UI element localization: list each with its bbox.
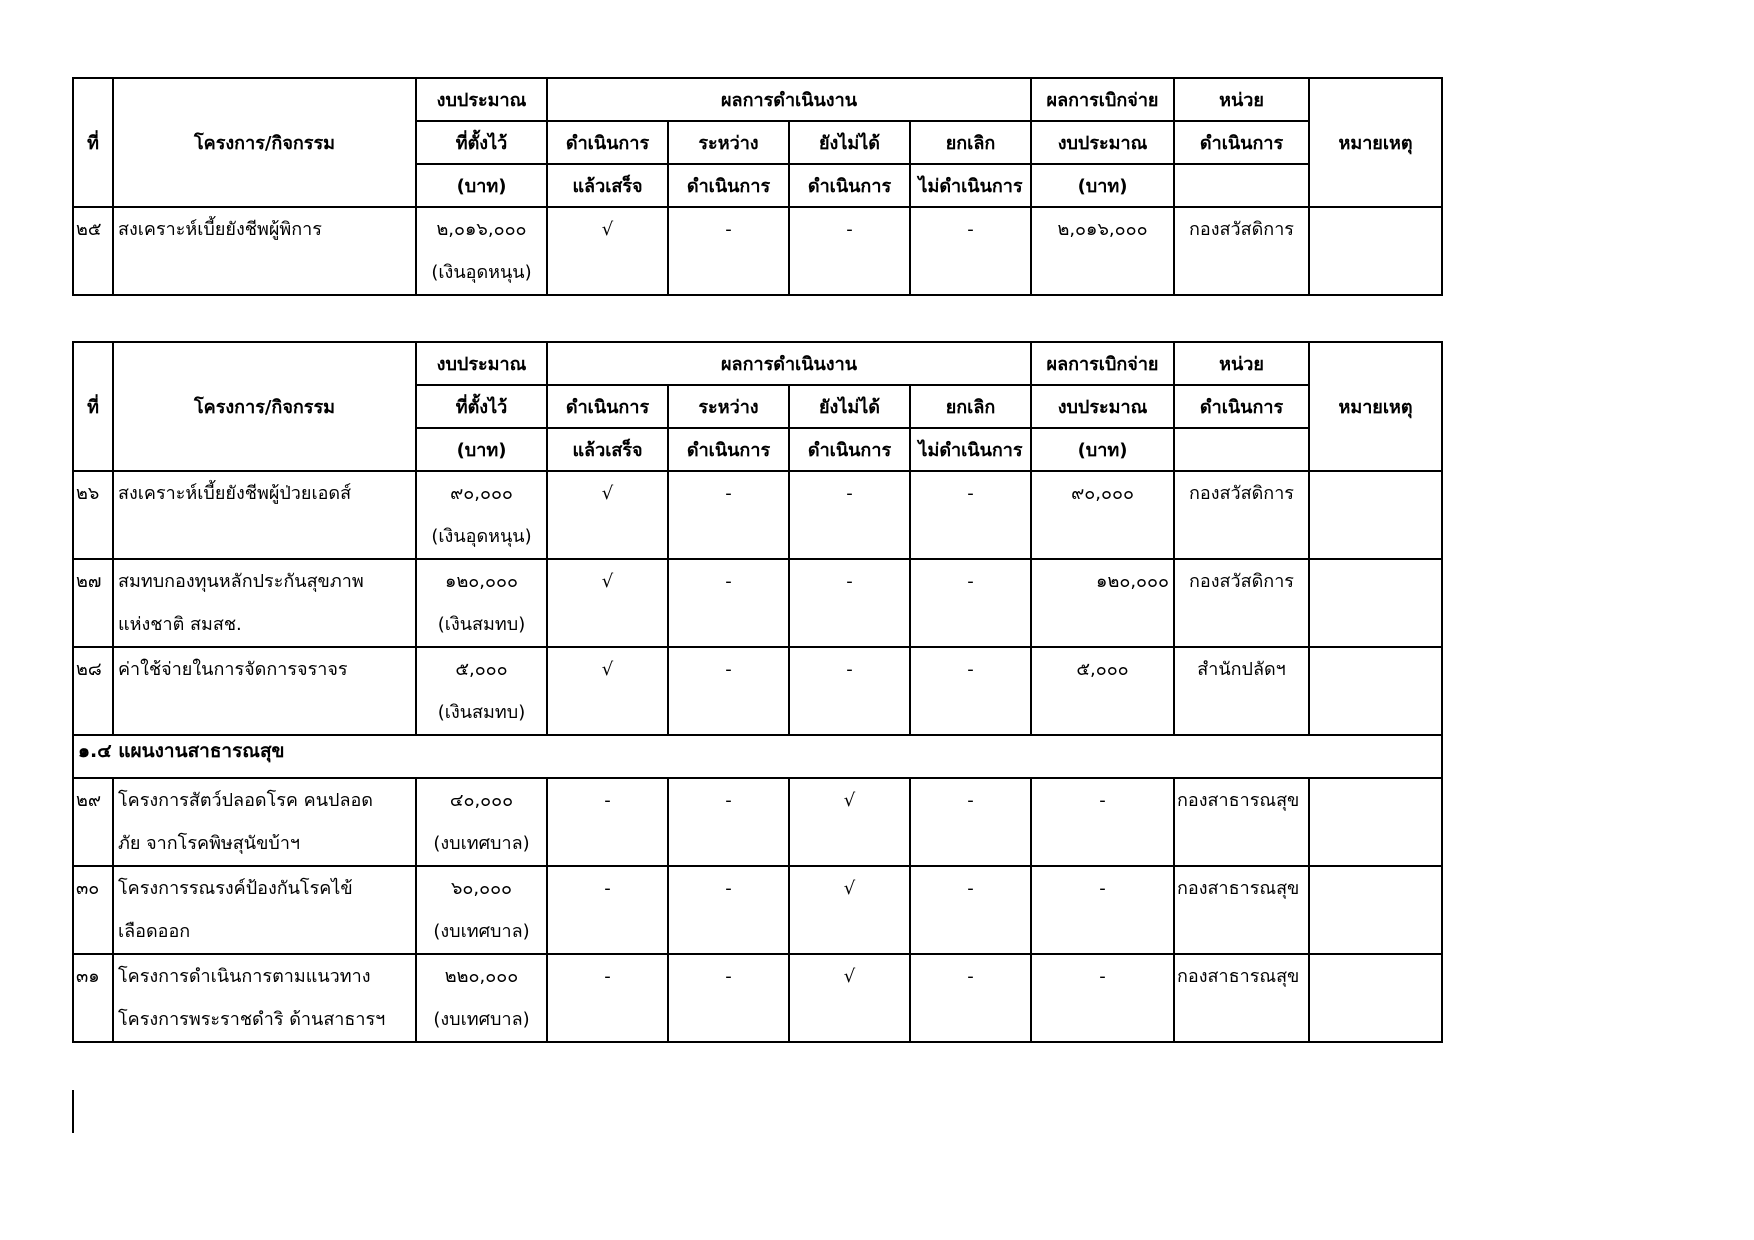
table-row — [73, 954, 1442, 1042]
row-not-started: - — [789, 647, 910, 735]
header-row — [73, 342, 1442, 385]
header-budget-line1: งบประมาณ — [416, 342, 547, 385]
header-results: ผลการดำเนินงาน — [547, 342, 1031, 385]
row-no: ๒๕ — [73, 207, 113, 295]
report-table-1 — [72, 77, 1443, 296]
row-unit: กองสวัสดิการ — [1174, 471, 1309, 559]
table-row — [73, 778, 1442, 866]
row-not-started: - — [789, 471, 910, 559]
row-disbursed: ๒,๐๑๖,๐๐๐ — [1031, 207, 1174, 295]
header-disbursement-line3: (บาท) — [1031, 164, 1174, 207]
header-remark: หมายเหตุ — [1309, 342, 1442, 471]
table-row — [73, 647, 1442, 735]
row-remark — [1309, 778, 1442, 866]
row-remark — [1309, 647, 1442, 735]
header-inprogress-line1: ระหว่าง — [668, 385, 789, 428]
row-disbursed: ๙๐,๐๐๐ — [1031, 471, 1174, 559]
header-row — [73, 78, 1442, 121]
row-remark — [1309, 559, 1442, 647]
row-done: √ — [547, 559, 668, 647]
row-unit: กองสาธารณสุข — [1174, 866, 1309, 954]
row-done: - — [547, 954, 668, 1042]
header-budget-line1: งบประมาณ — [416, 78, 547, 121]
row-not-started: √ — [789, 778, 910, 866]
row-unit: กองสาธารณสุข — [1174, 778, 1309, 866]
row-project: สมทบกองทุนหลักประกันสุขภาพ แห่งชาติ สมสช. — [113, 559, 416, 647]
row-budget: ๑๒๐,๐๐๐ (เงินสมทบ) — [416, 559, 547, 647]
row-remark — [1309, 471, 1442, 559]
row-not-started: √ — [789, 866, 910, 954]
row-not-started: - — [789, 559, 910, 647]
row-disbursed: ๑๒๐,๐๐๐ — [1031, 559, 1174, 647]
header-disbursement-line2: งบประมาณ — [1031, 385, 1174, 428]
row-budget: ๖๐,๐๐๐ (งบเทศบาล) — [416, 866, 547, 954]
row-budget: ๒,๐๑๖,๐๐๐ (เงินอุดหนุน) — [416, 207, 547, 295]
row-disbursed: - — [1031, 866, 1174, 954]
header-unit-line2: ดำเนินการ — [1174, 121, 1309, 164]
row-project: โครงการรณรงค์ป้องกันโรคไข้ เลือดออก — [113, 866, 416, 954]
row-unit: กองสาธารณสุข — [1174, 954, 1309, 1042]
row-unit: กองสวัสดิการ — [1174, 559, 1309, 647]
row-no: ๓๑ — [73, 954, 113, 1042]
table-row — [73, 866, 1442, 954]
header-notstarted-line1: ยังไม่ได้ — [789, 121, 910, 164]
header-notstarted-line2: ดำเนินการ — [789, 428, 910, 471]
header-budget-line3: (บาท) — [416, 428, 547, 471]
row-budget: ๔๐,๐๐๐ (งบเทศบาล) — [416, 778, 547, 866]
row-cancelled: - — [910, 778, 1031, 866]
row-cancelled: - — [910, 647, 1031, 735]
row-cancelled: - — [910, 954, 1031, 1042]
row-done: - — [547, 778, 668, 866]
header-inprogress-line2: ดำเนินการ — [668, 428, 789, 471]
header-disbursement-line2: งบประมาณ — [1031, 121, 1174, 164]
row-project: โครงการดำเนินการตามแนวทาง โครงการพระราชดำริ ด้านสาธารฯ — [113, 954, 416, 1042]
row-disbursed: ๕,๐๐๐ — [1031, 647, 1174, 735]
header-unit-line2: ดำเนินการ — [1174, 385, 1309, 428]
row-in-progress: - — [668, 778, 789, 866]
row-unit: กองสวัสดิการ — [1174, 207, 1309, 295]
header-cancelled-line2: ไม่ดำเนินการ — [910, 428, 1031, 471]
header-done-line1: ดำเนินการ — [547, 385, 668, 428]
row-disbursed: - — [1031, 778, 1174, 866]
row-budget: ๒๒๐,๐๐๐ (งบเทศบาล) — [416, 954, 547, 1042]
row-not-started: - — [789, 207, 910, 295]
header-inprogress-line2: ดำเนินการ — [668, 164, 789, 207]
row-not-started: √ — [789, 954, 910, 1042]
header-cancelled-line1: ยกเลิก — [910, 385, 1031, 428]
row-budget: ๕,๐๐๐ (เงินสมทบ) — [416, 647, 547, 735]
row-no: ๒๖ — [73, 471, 113, 559]
row-done: √ — [547, 647, 668, 735]
row-cancelled: - — [910, 471, 1031, 559]
row-cancelled: - — [910, 559, 1031, 647]
row-done: - — [547, 866, 668, 954]
header-budget-line2: ที่ตั้งไว้ — [416, 385, 547, 428]
row-in-progress: - — [668, 471, 789, 559]
row-no: ๒๘ — [73, 647, 113, 735]
table-row — [73, 559, 1442, 647]
report-table-2 — [72, 341, 1443, 1043]
text-cursor — [72, 1090, 74, 1133]
row-in-progress: - — [668, 866, 789, 954]
header-project: โครงการ/กิจกรรม — [113, 78, 416, 207]
row-in-progress: - — [668, 954, 789, 1042]
row-budget: ๙๐,๐๐๐ (เงินอุดหนุน) — [416, 471, 547, 559]
header-budget-line2: ที่ตั้งไว้ — [416, 121, 547, 164]
row-in-progress: - — [668, 559, 789, 647]
header-no: ที่ — [73, 78, 113, 207]
row-cancelled: - — [910, 866, 1031, 954]
header-disbursement-line1: ผลการเบิกจ่าย — [1031, 342, 1174, 385]
header-notstarted-line2: ดำเนินการ — [789, 164, 910, 207]
row-no: ๒๗ — [73, 559, 113, 647]
table-row — [73, 471, 1442, 559]
row-remark — [1309, 954, 1442, 1042]
row-done: √ — [547, 471, 668, 559]
row-remark — [1309, 866, 1442, 954]
header-disbursement-line1: ผลการเบิกจ่าย — [1031, 78, 1174, 121]
header-notstarted-line1: ยังไม่ได้ — [789, 385, 910, 428]
header-done-line2: แล้วเสร็จ — [547, 164, 668, 207]
row-cancelled: - — [910, 207, 1031, 295]
header-done-line2: แล้วเสร็จ — [547, 428, 668, 471]
header-remark: หมายเหตุ — [1309, 78, 1442, 207]
section-row — [73, 735, 1442, 778]
header-cancelled-line2: ไม่ดำเนินการ — [910, 164, 1031, 207]
header-no: ที่ — [73, 342, 113, 471]
row-unit: สำนักปลัดฯ — [1174, 647, 1309, 735]
section-title: ๑.๔ แผนงานสาธารณสุข — [73, 735, 1442, 778]
row-project: ค่าใช้จ่ายในการจัดการจราจร — [113, 647, 416, 735]
header-unit-line1: หน่วย — [1174, 78, 1309, 121]
row-no: ๓๐ — [73, 866, 113, 954]
row-done: √ — [547, 207, 668, 295]
row-project: สงเคราะห์เบี้ยยังชีพผู้ป่วยเอดส์ — [113, 471, 416, 559]
row-no: ๒๙ — [73, 778, 113, 866]
header-inprogress-line1: ระหว่าง — [668, 121, 789, 164]
header-results: ผลการดำเนินงาน — [547, 78, 1031, 121]
header-unit-line1: หน่วย — [1174, 342, 1309, 385]
row-remark — [1309, 207, 1442, 295]
header-cancelled-line1: ยกเลิก — [910, 121, 1031, 164]
row-disbursed: - — [1031, 954, 1174, 1042]
row-in-progress: - — [668, 647, 789, 735]
header-disbursement-line3: (บาท) — [1031, 428, 1174, 471]
row-in-progress: - — [668, 207, 789, 295]
header-budget-line3: (บาท) — [416, 164, 547, 207]
row-project: โครงการสัตว์ปลอดโรค คนปลอด ภัย จากโรคพิษสุนัขบ้าฯ — [113, 778, 416, 866]
header-project: โครงการ/กิจกรรม — [113, 342, 416, 471]
header-done-line1: ดำเนินการ — [547, 121, 668, 164]
row-project: สงเคราะห์เบี้ยยังชีพผู้พิการ — [113, 207, 416, 295]
table-row — [73, 207, 1442, 295]
